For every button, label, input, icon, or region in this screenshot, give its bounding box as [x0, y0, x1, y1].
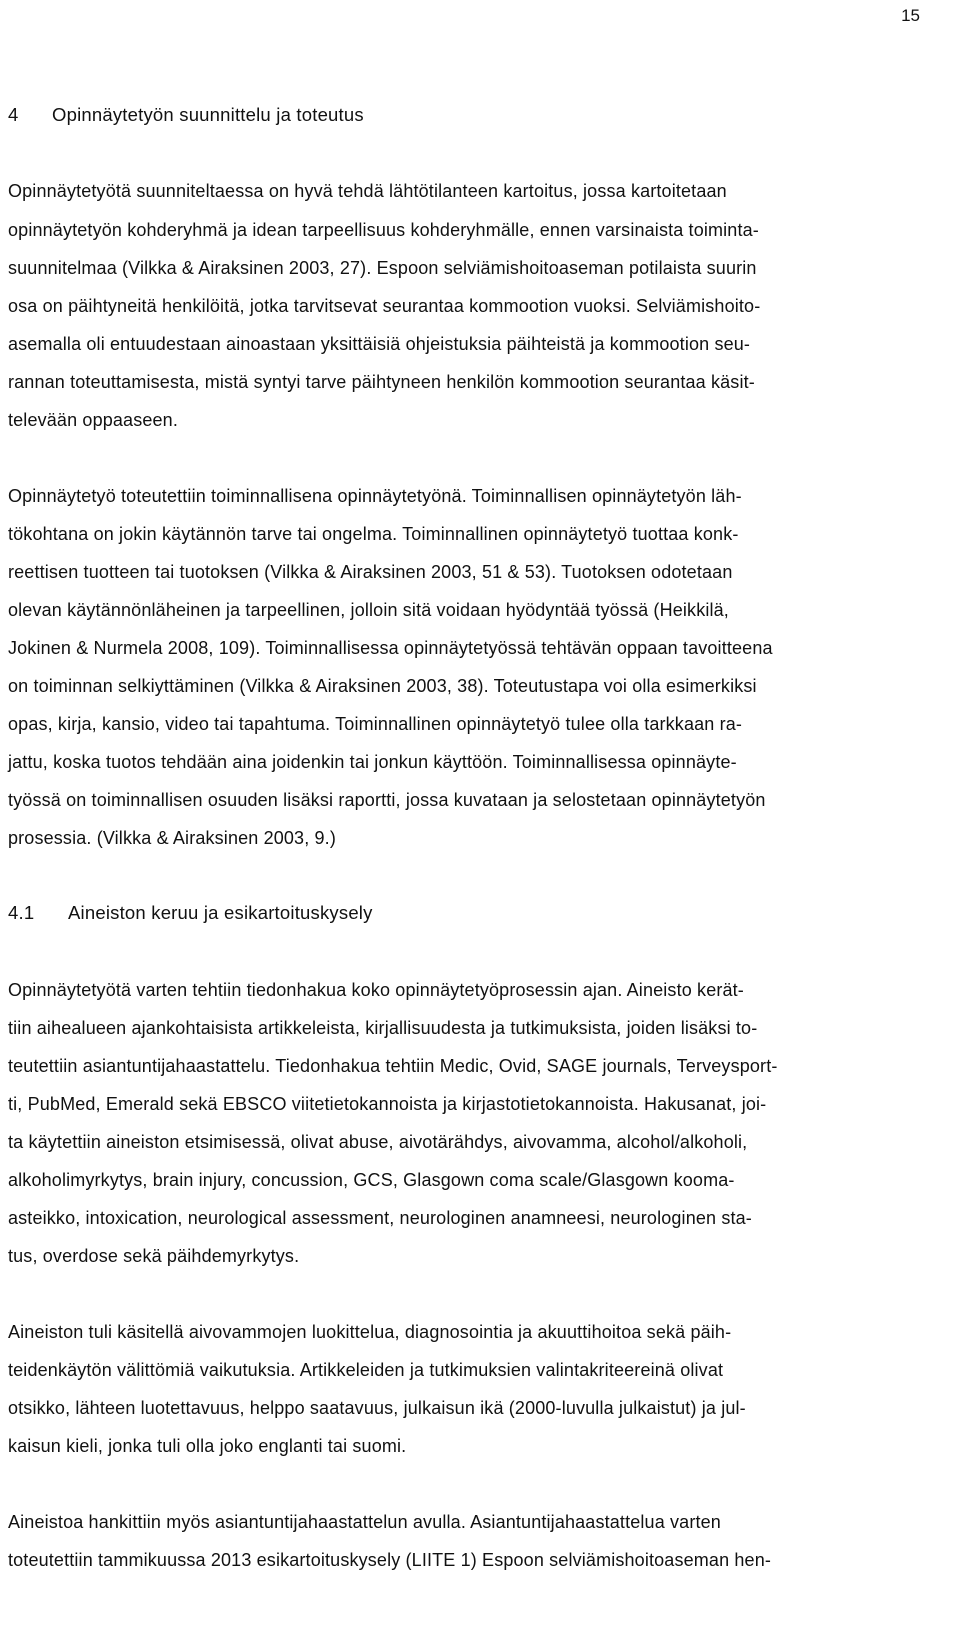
paragraph-line: Jokinen & Nurmela 2008, 109). Toiminnallisessa opinnäytetyössä tehtävän oppaan tavoitteena — [8, 638, 773, 658]
paragraph-line: Opinnäytetyö toteutettiin toiminnallisena opinnäytetyönä. Toiminnallisen opinnäytetyön läh- — [8, 486, 742, 506]
subsection-title: Aineiston keruu ja esikartoituskysely — [68, 902, 373, 923]
paragraph-line: prosessia. (Vilkka & Airaksinen 2003, 9.) — [8, 828, 336, 848]
paragraph-line: on toiminnan selkiyttäminen (Vilkka & Airaksinen 2003, 38). Toteutustapa voi olla esimerkiksi — [8, 676, 757, 696]
paragraph-line: jattu, koska tuotos tehdään aina joidenkin tai jonkun käyttöön. Toiminnallisessa opinnäyte- — [8, 752, 737, 772]
paragraph-line: ta käytettiin aineiston etsimisessä, olivat abuse, aivotärähdys, aivovamma, alcohol/alkoholi, — [8, 1132, 748, 1152]
paragraph-line: tökohtana on jokin käytännön tarve tai ongelma. Toiminnallinen opinnäytetyö tuottaa konk- — [8, 524, 739, 544]
paragraph-line: Aineiston tuli käsitellä aivovammojen luokittelua, diagnosointia ja akuuttihoitoa sekä päih- — [8, 1322, 732, 1342]
paragraph-line: alkoholimyrkytys, brain injury, concussion, GCS, Glasgown coma scale/Glasgown kooma- — [8, 1170, 735, 1190]
paragraph-line: televään oppaaseen. — [8, 410, 178, 430]
subsection-number: 4.1 — [8, 902, 35, 923]
paragraph-line: toteutettiin tammikuussa 2013 esikartoituskysely (LIITE 1) Espoon selviämishoitoaseman hen- — [8, 1550, 772, 1570]
paragraph-line: Opinnäytetyötä varten tehtiin tiedonhakua koko opinnäytetyöprosessin ajan. Aineisto kerät- — [8, 980, 744, 1000]
section-heading — [8, 104, 364, 126]
paragraph-line: asteikko, intoxication, neurological assessment, neurologinen anamneesi, neurologinen sta- — [8, 1208, 752, 1228]
page-number: 15 — [901, 6, 920, 25]
paragraph-line: osa on päihtyneitä henkilöitä, jotka tarvitsevat seurantaa kommootion vuoksi. Selviämishoito- — [8, 296, 761, 316]
paragraph-line: olevan käytännönläheinen ja tarpeellinen, jolloin sitä voidaan hyödyntää työssä (Heikkilä, — [8, 600, 729, 620]
paragraph-line: opinnäytetyön kohderyhmä ja idean tarpeellisuus kohderyhmälle, ennen varsinaista toiminta- — [8, 220, 759, 240]
paragraph-line: opas, kirja, kansio, video tai tapahtuma. Toiminnallinen opinnäytetyö tulee olla tarkkaan ra- — [8, 714, 743, 734]
section-number: 4 — [8, 104, 19, 125]
paragraph-line: suunnitelmaa (Vilkka & Airaksinen 2003, 27). Espoon selviämishoitoaseman potilaista suurin — [8, 258, 757, 278]
section-title: Opinnäytetyön suunnittelu ja toteutus — [52, 104, 364, 125]
paragraph-line: Opinnäytetyötä suunniteltaessa on hyvä tehdä lähtötilanteen kartoitus, jossa kartoitetaan — [8, 181, 727, 201]
paragraph-line: rannan toteuttamisesta, mistä syntyi tarve päihtyneen henkilön kommootion seurantaa käsit- — [8, 372, 755, 392]
paragraph-line: reettisen tuotteen tai tuotoksen (Vilkka & Airaksinen 2003, 51 & 53). Tuotoksen odotetaan — [8, 562, 733, 582]
paragraph-line: työssä on toiminnallisen osuuden lisäksi raportti, jossa kuvataan ja selostetaan opinnäytetyön — [8, 790, 766, 810]
paragraph-line: tus, overdose sekä päihdemyrkytys. — [8, 1246, 300, 1266]
paragraph-line: teidenkäytön välittömiä vaikutuksia. Artikkeleiden ja tutkimuksien valintakriteereinä olivat — [8, 1360, 724, 1380]
subsection-heading — [8, 902, 373, 924]
paragraph-line: Aineistoa hankittiin myös asiantuntijahaastattelun avulla. Asiantuntijahaastattelua varten — [8, 1512, 721, 1532]
paragraph-line: otsikko, lähteen luotettavuus, helppo saatavuus, julkaisun ikä (2000-luvulla julkaistut) ja jul- — [8, 1398, 746, 1418]
paragraph-line: kaisun kieli, jonka tuli olla joko englanti tai suomi. — [8, 1436, 407, 1456]
paragraph-line: tiin aihealueen ajankohtaisista artikkeleista, kirjallisuudesta ja tutkimuksista, joiden lisäksi to- — [8, 1018, 758, 1038]
paragraph-line: asemalla oli entuudestaan ainoastaan yksittäisiä ohjeistuksia päihteistä ja kommootion seu- — [8, 334, 751, 354]
paragraph-line: ti, PubMed, Emerald sekä EBSCO viitetietokannoista ja kirjastotietokannoista. Hakusanat, joi- — [8, 1094, 767, 1114]
paragraph-line: teutettiin asiantuntijahaastattelu. Tiedonhakua tehtiin Medic, Ovid, SAGE journals, Terveysport- — [8, 1056, 778, 1076]
